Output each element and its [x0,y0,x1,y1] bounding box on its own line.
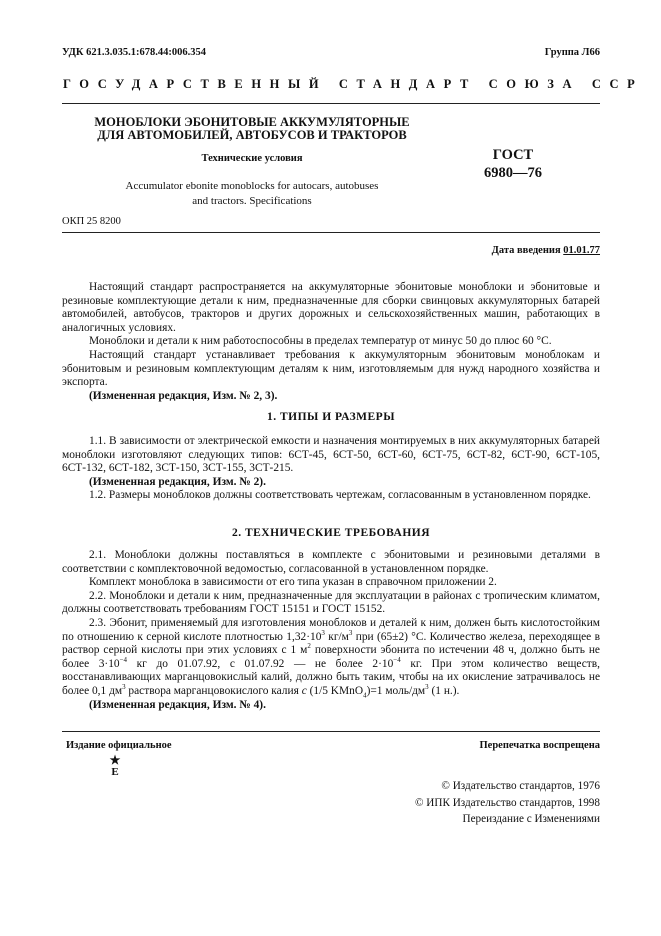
reissue-note: Переиздание с Изменениями [462,813,600,825]
english-title [62,179,442,209]
header-rule [62,103,600,104]
intro-section [62,281,600,403]
section-1-heading: 1. ТИПЫ И РАЗМЕРЫ [266,411,396,423]
gost-block [468,146,558,182]
state-standard-heading: ГОСУДАРСТВЕННЫЙ СТАНДАРТ СОЮЗА ССР [63,77,644,91]
clause-1-1: 1.1. В зависимости от электрической емкости и назначения монтируемых в них аккумуляторных батарей моноблоки изготовляют следующих типов: 6СТ-45, 6СТ-50, 6СТ-60, 6СТ-75, 6СТ-82, 6СТ-90, 6СТ-105, 6СТ-132, 6СТ-182, 3СТ-150, 3СТ-155, 3СТ-215. [62,435,600,475]
section-1-edit-note: (Измененная редакция, Изм. № 2). [89,475,266,488]
footer-rule [62,731,600,732]
section-2-heading: 2. ТЕХНИЧЕСКИЕ ТРЕБОВАНИЯ [231,527,431,539]
group-code: Группа Л66 [544,47,600,58]
clause-2-3: 2.3. Эбонит, применяемый для изготовления моноблоков и деталей к ним, должен быть кислотостойким по отношению к серной кислоте плотностью $1,32\cdot 10^3$ $кг/м^3$ при (65±2) °С. Количество железа, переходящее в раствор серной кислоты при этих условиях с 1 $м^2$ поверхности эбонита по истечении 48 ч, должно быть не более $3\cdot 10^{-4}$ кг до 01.07.92, с 01.07.92 — не более $2\cdot 10^{-4}$ кг. При этом количество веществ, восстанавливающих марганцовокислый калий, должно быть таким, чтобы на их окисление затрачивалось не более 0,1 $дм^3$ раствора марганцовокислого калия с (1/5 KMnO$_4$)=1 моль/$дм^3$ (1 н.). [62,616,600,700]
effective-date [492,245,600,256]
title-line-2: ДЛЯ АВТОМОБИЛЕЙ, АВТОБУСОВ И ТРАКТОРОВ [97,128,407,142]
intro-paragraph-2: Моноблоки и детали к ним работоспособны в пределах температур от минус 50 до плюс 60 °С. [89,335,552,348]
intro-paragraph-3: Настоящий стандарт устанавливает требования к аккумуляторным эбонитовым моноблокам и эбонитовым и резиновым комплектующим деталям к ним, изготовляемым для нужд народного хозяйства и экспорта. [62,348,600,389]
gost-number: 6980—76 [484,165,542,181]
star-icon: ★ [109,753,121,767]
intro-edit-note: (Измененная редакция, Изм. № 2, 3). [89,389,278,402]
clause-2-2: 2.2. Моноблоки и детали к ним, предназначенные для эксплуатации в районах с тропическим климатом, должны соответствовать требованиям ГОСТ 15151 и ГОСТ 15152. [62,589,600,616]
copyright-block [415,778,600,828]
okp-code: ОКП 25 8200 [62,216,121,227]
copyright-1998: © ИПК Издательство стандартов, 1998 [414,796,600,809]
udk-code: УДК 621.3.035.1:678.44:006.354 [62,47,206,58]
edition-letter: E [111,766,119,778]
section-2-body [62,549,600,712]
section-1-body [62,435,600,503]
section-2-edit-note: (Измененная редакция, Изм. № 4). [89,698,266,711]
gost-label: ГОСТ [492,147,534,163]
english-title-line-2: and tractors. Specifications [192,195,312,207]
date-value: 01.01.77 [563,245,600,256]
date-label: Дата введения [491,245,561,256]
subtitle: Технические условия [201,153,303,164]
reprint-prohibited: Перепечатка воспрещена [479,740,600,751]
title-rule [62,232,600,233]
clause-2-1: 2.1. Моноблоки должны поставляться в комплекте с эбонитовыми и резиновыми деталями в соответствии с комплектовочной ведомостью, согласованной в установленном порядке. [62,549,600,575]
document-title [62,116,442,142]
english-title-line-1: Accumulator ebonite monoblocks for autocars, autobuses [125,180,379,192]
intro-paragraph-1: Настоящий стандарт распространяется на аккумуляторные эбонитовые моноблоки и эбонитовые и резиновые комплектующие детали к ним, предназначенные для сборки свинцовых аккумуляторных батарей автомобилей, автобусов, тракторов и других дорожных и сельскохозяйственных машин, работающих в аналогичных условиях. [62,281,600,334]
clause-1-2: 1.2. Размеры моноблоков должны соответствовать чертежам, согласованным в установленном порядке. [89,489,591,502]
copyright-1976: © Издательство стандартов, 1976 [441,780,600,792]
clause-2-1-note: Комплект моноблока в зависимости от его типа указан в справочном приложении 2. [89,576,497,589]
official-edition: Издание официальное [66,740,172,751]
title-line-1: МОНОБЛОКИ ЭБОНИТОВЫЕ АККУМУЛЯТОРНЫЕ [94,115,410,129]
